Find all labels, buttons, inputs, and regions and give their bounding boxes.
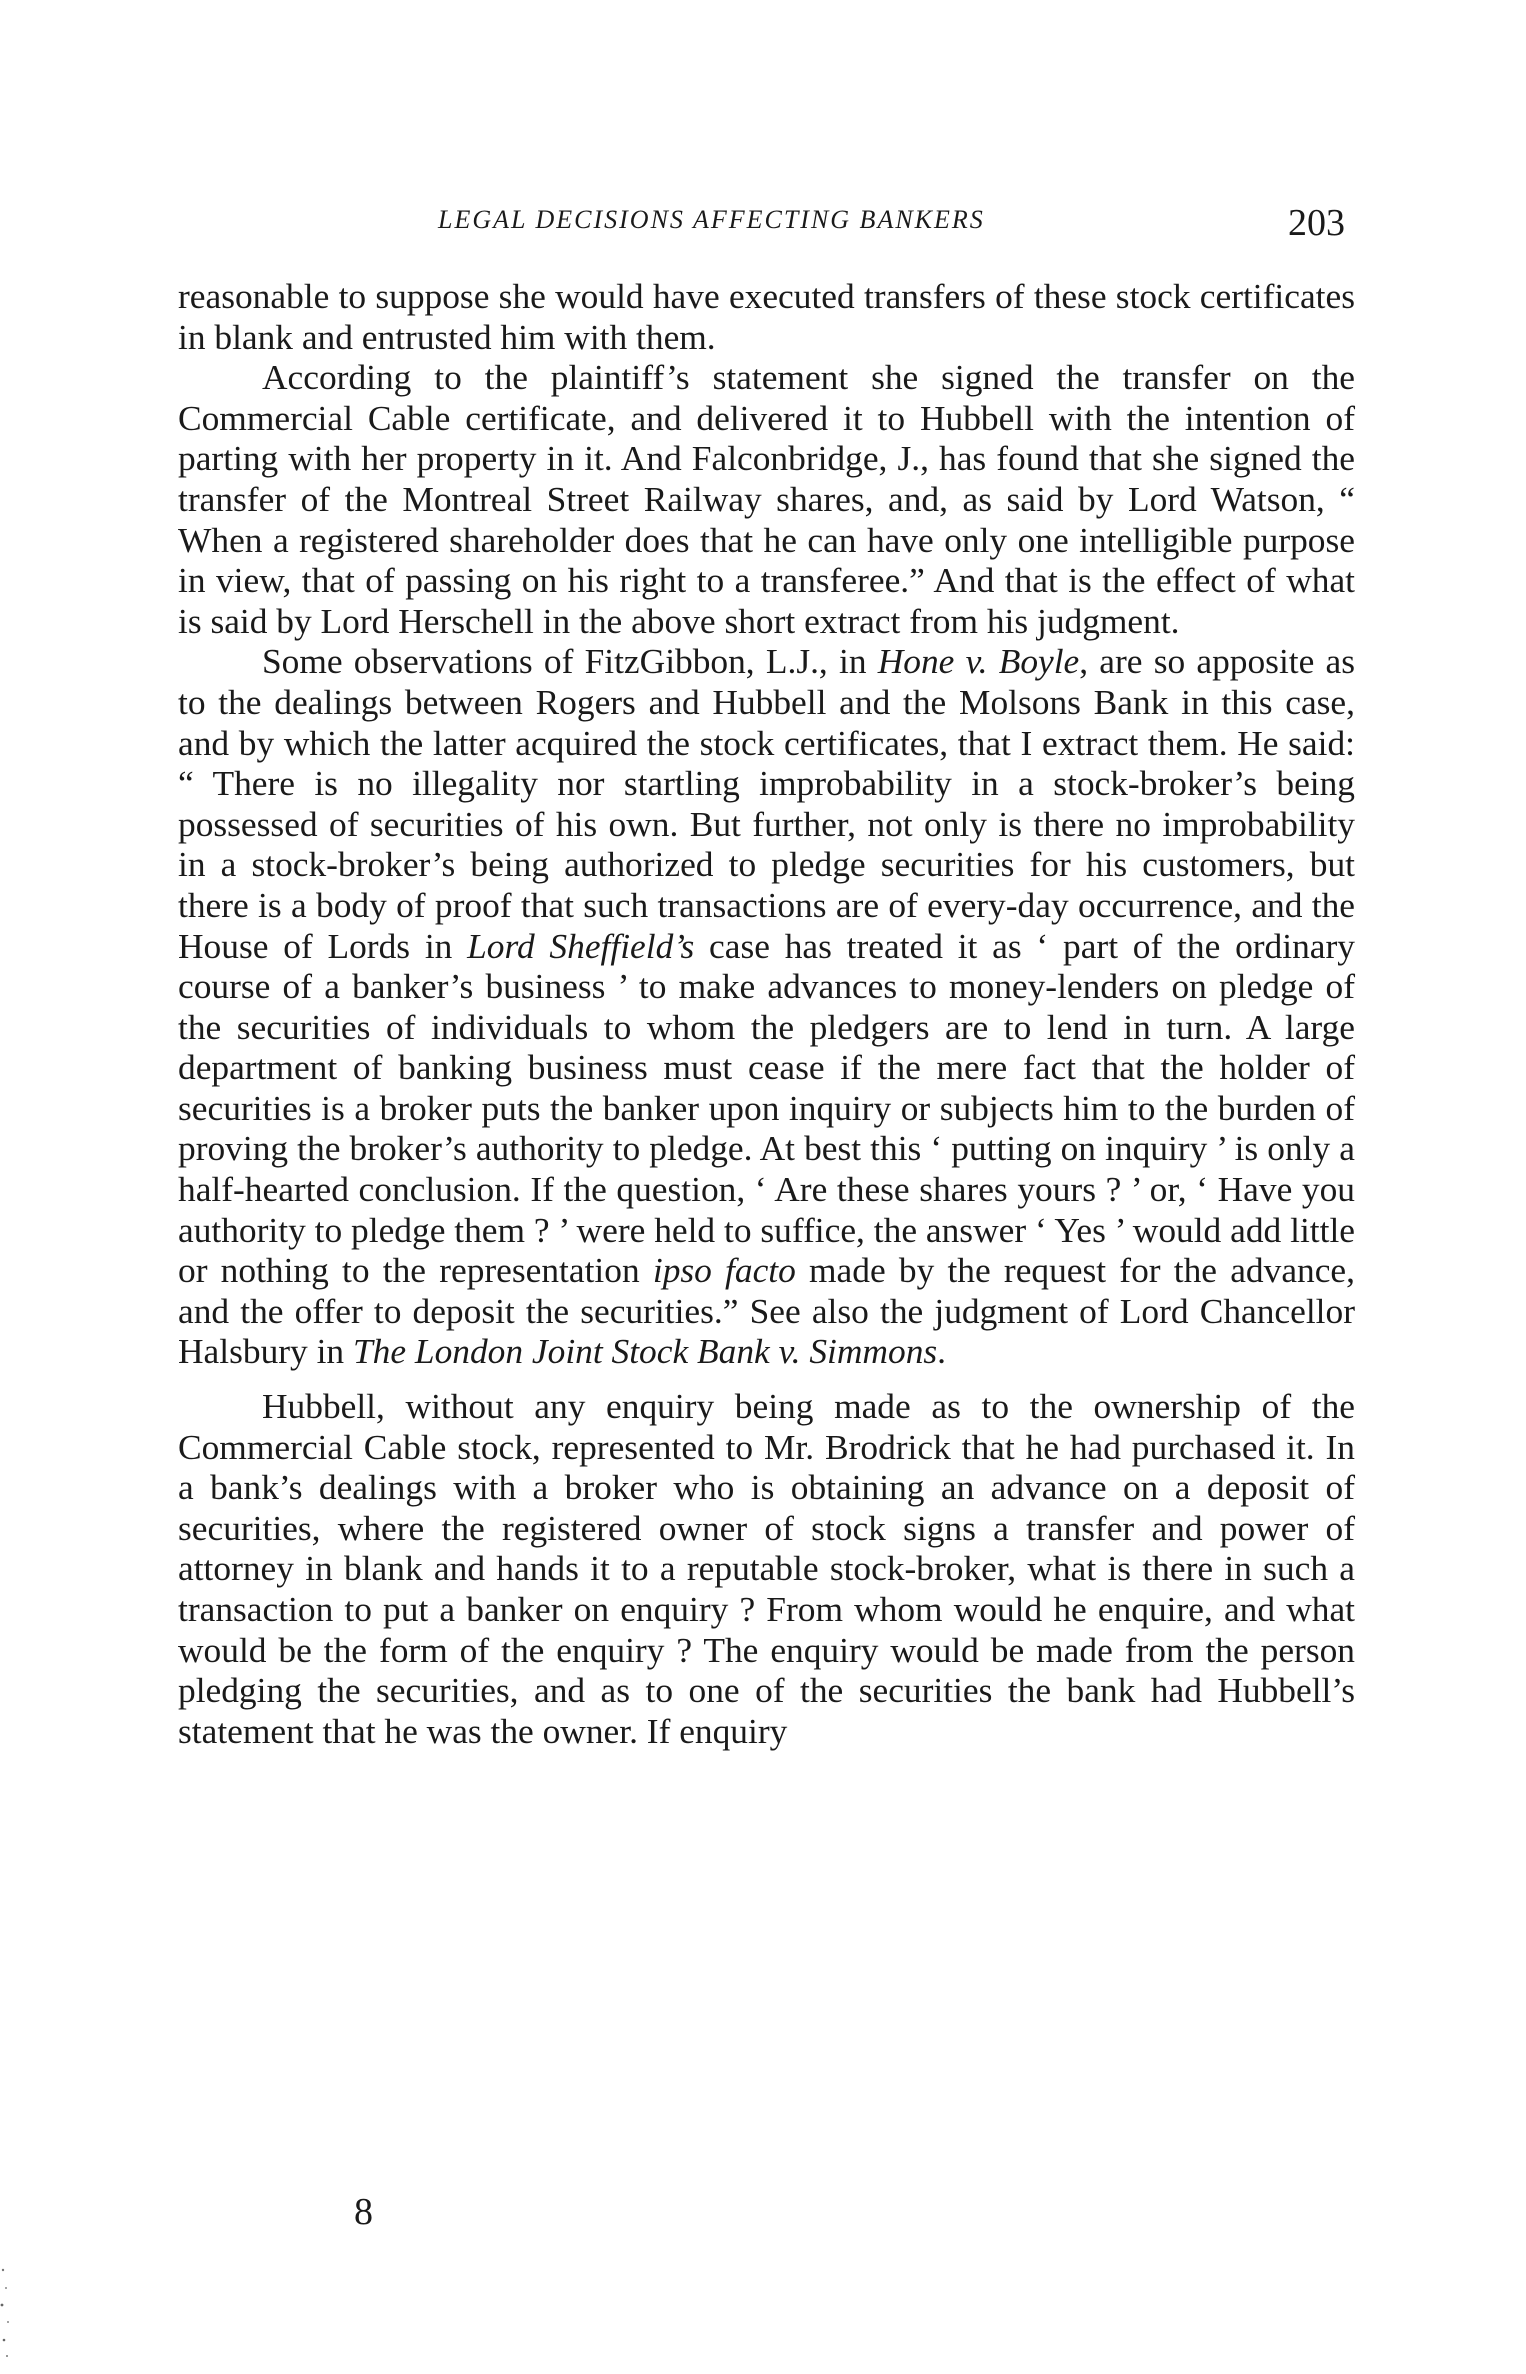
running-title: LEGAL DECISIONS AFFECTING BANKERS	[438, 205, 985, 234]
text-segment: .	[937, 1331, 947, 1372]
latin-ipso-facto: ipso facto	[652, 1250, 796, 1291]
page-edge-specks	[0, 2260, 14, 2370]
paragraph-plaintiff-statement	[178, 357, 1355, 641]
text-segment: reasonable to suppose she would have executed transfers of these stock certificates in blank and entrusted him with them.	[178, 276, 1355, 357]
body-text	[178, 276, 1355, 1751]
case-name-london-joint-stock-bank: The London Joint Stock Bank v. Simmons	[352, 1331, 938, 1372]
text-segment: Some observations of FitzGibbon, L.J., in	[262, 641, 878, 682]
text-segment: According to the plaintiff’s statement she signed the transfer on the Commercial Cable certificate, and delivered it to Hubbell with the intention of parting with her property in it. And Falconbridge, J., has found that she signed the transfer of the Montreal Street Railway shares, and, as said by Lord Watson, “ When a registered shareholder does that he can have only one intelligible purpose in view, that of passing on his right to a transferee.” And that is the effect of what is said by Lord Herschell in the above short extract from his judgment.	[178, 357, 1355, 641]
text-segment: Hubbell, without any enquiry being made as to the ownership of the Commercial Cable stock, represented to Mr. Brodrick that he had purchased it. In a bank’s dealings with a broker who is obtaining an advance on a deposit of securities, where the registered owner of stock signs a transfer and power of attorney in blank and hands it to a reputable stock-broker, what is there in such a transaction to put a banker on enquiry ? From whom would he enquire, and what would be the form of the enquiry ? The enquiry would be made from the person pledging the securities, and as to one of the securities the bank had Hubbell’s statement that he was the owner. If enquiry	[178, 1386, 1355, 1751]
case-name-hone-v-boyle: Hone v. Boyle	[877, 641, 1080, 682]
page-number: 203	[1288, 202, 1345, 244]
text-segment: , are so apposite as to the dealings between Rogers and Hubbell and the Molsons Bank in this case, and by which the latter acquired the stock certificates, that I extract them. He said: “ There is no illegality nor startling improbability in a stock-broker’s being possessed of securities of his own. But further, not only is there no improbability in a stock-broker’s being authorized to pledge securities for his customers, but there is a body of proof that such transactions are of every-day occurrence, and the House of Lords in	[178, 641, 1355, 966]
text-segment: case has treated it as ‘ part of the ordinary course of a banker’s business ’ to make advances to money-lenders on pledge of the securities of individuals to whom the pledgers are to lend in turn. A large department of banking business must cease if the mere fact that the holder of securities is a broker puts the banker upon inquiry or subjects him to the burden of proving the broker’s authority to pledge. At best this ‘ putting on inquiry ’ is only a half-hearted conclusion. If the question, ‘ Are these shares yours ? ’ or, ‘ Have you authority to pledge them ? ’ were held to suffice, the answer ‘ Yes ’ would add little or nothing to the representation	[178, 925, 1355, 1291]
paragraph-continuation	[178, 276, 1355, 357]
running-head	[178, 202, 1355, 255]
text-segment: made by the request for the advance, and the offer to deposit the securities.” See also the judgment of Lord Chancellor Halsbury in	[178, 1250, 1355, 1372]
case-name-lord-sheffield: Lord Sheffield’s	[467, 925, 695, 966]
paragraph-fitzgibbon-observations	[178, 641, 1355, 1372]
signature-mark: 8	[354, 2191, 373, 2233]
paragraph-hubbell-enquiry	[178, 1386, 1355, 1751]
